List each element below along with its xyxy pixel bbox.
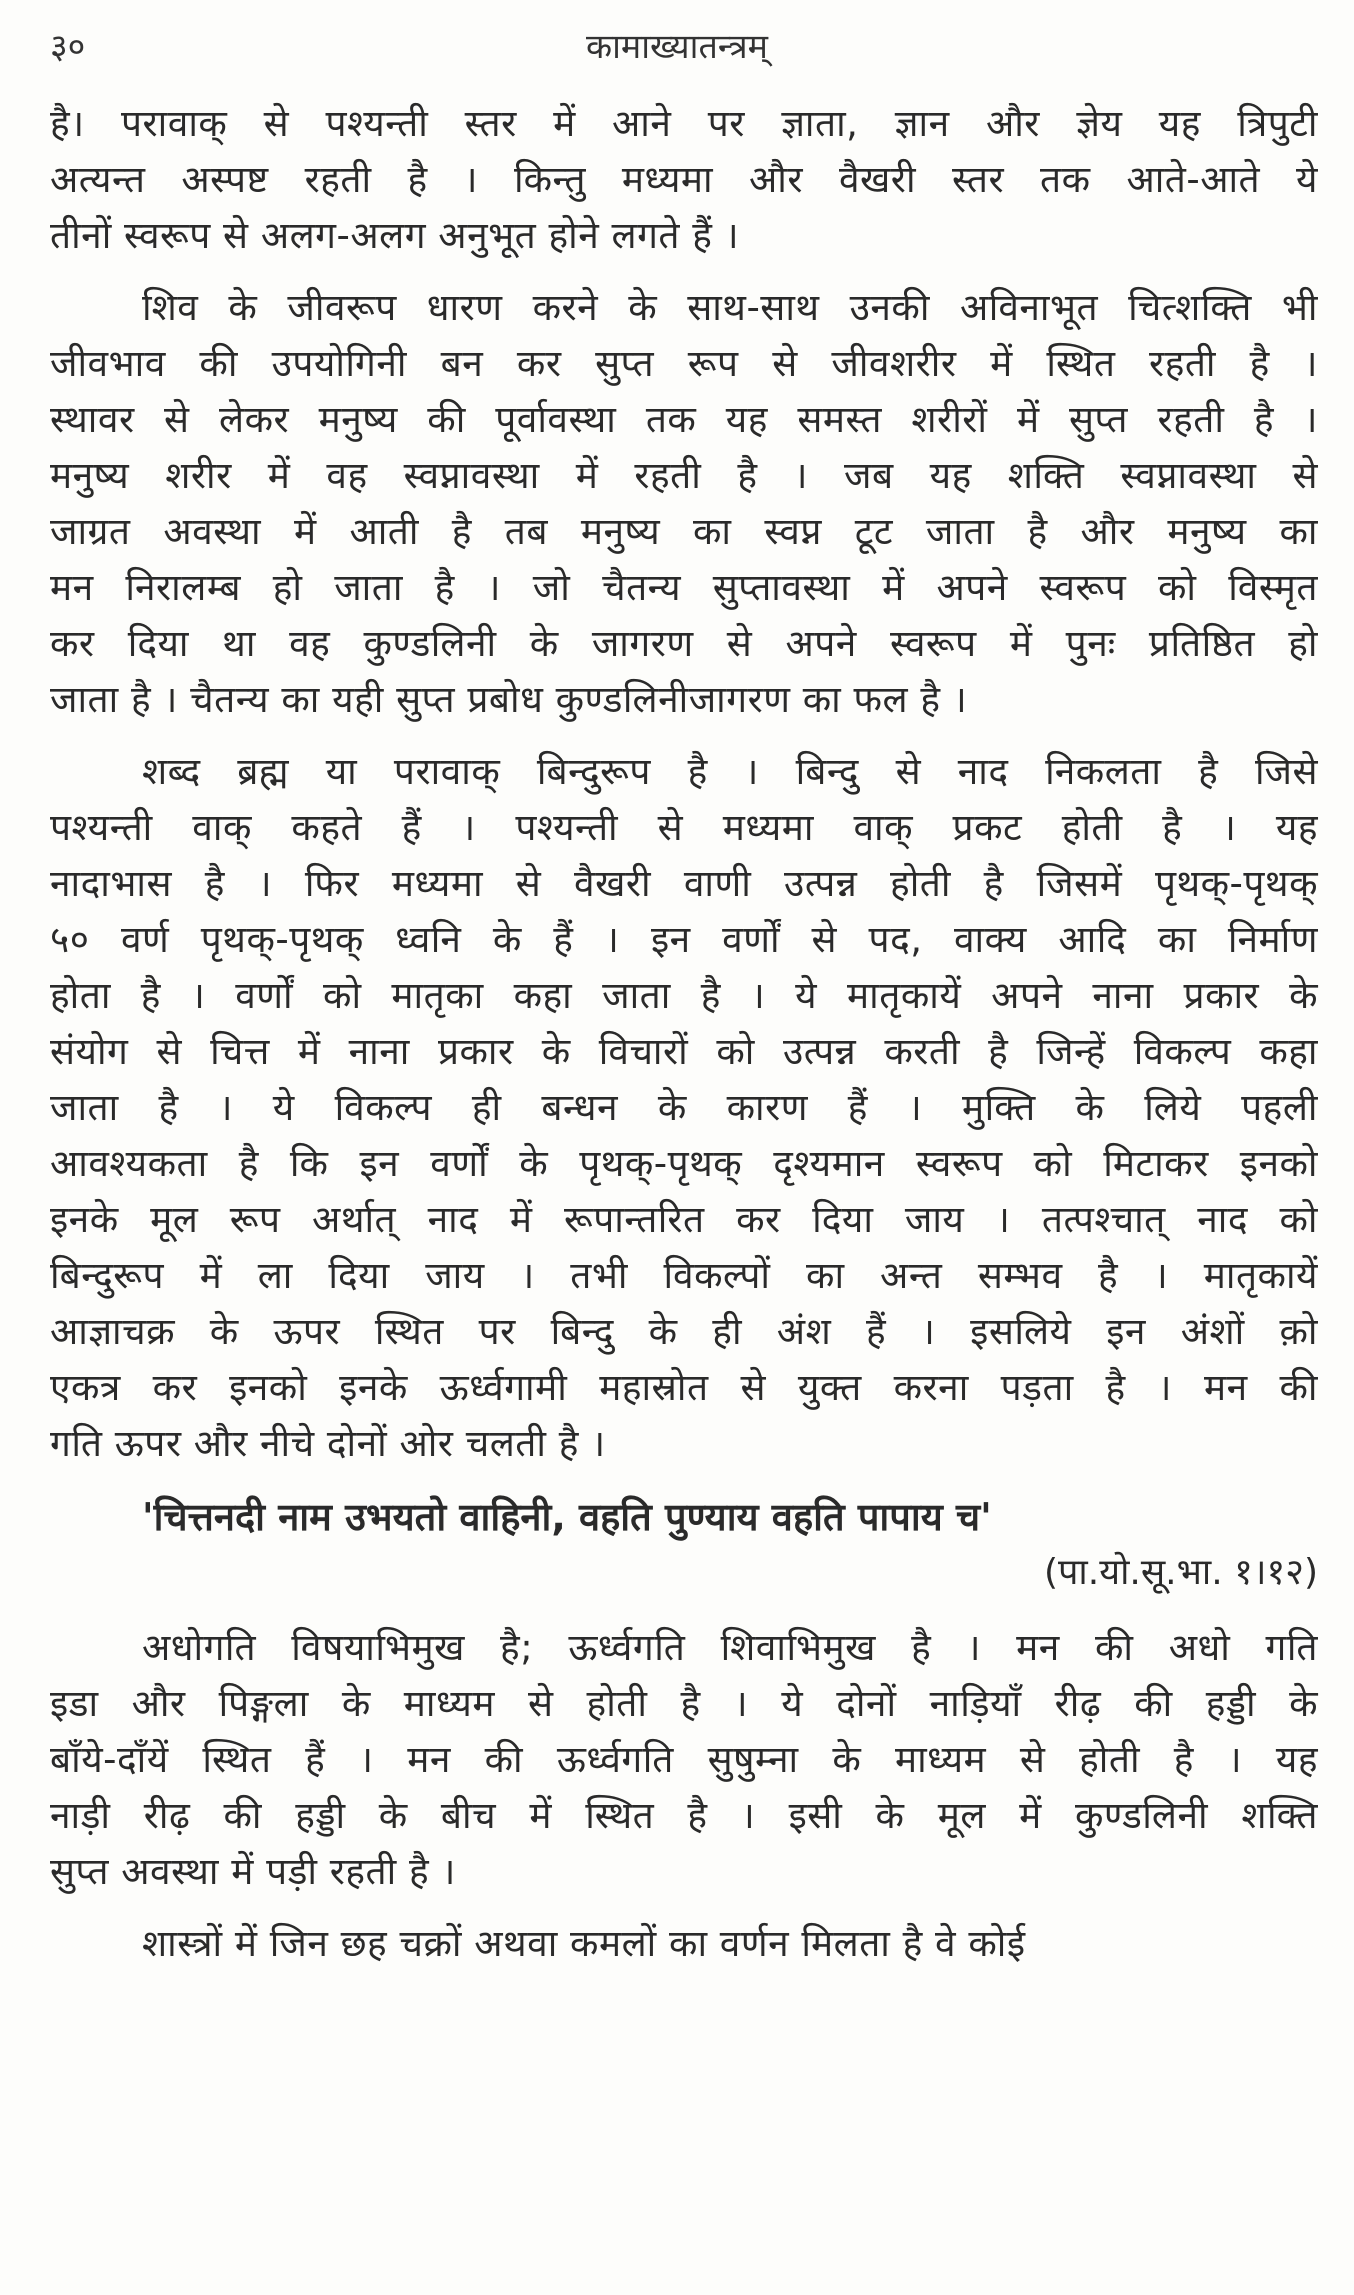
text-line: जाग्रत अवस्था में आती है तब मनुष्य का स्वप्न टूट जाता है और मनुष्य का xyxy=(50,510,1318,553)
paragraphs-after-quote xyxy=(50,1620,1318,1972)
text-line: जाता है । ये विकल्प ही बन्धन के कारण हैं । मुक्ति के लिये पहली xyxy=(50,1086,1318,1129)
running-title: कामाख्यातन्त्रम् xyxy=(585,27,768,67)
paragraph xyxy=(50,1916,1318,1972)
text-line: जीवभाव की उपयोगिनी बन कर सुप्त रूप से जीवशरीर में स्थित रहती है । xyxy=(50,342,1318,385)
text-line: ५० वर्ण पृथक्-पृथक् ध्वनि के हैं । इन वर्णों से पद, वाक्य आदि का निर्माण xyxy=(50,918,1318,961)
paragraph xyxy=(50,280,1318,728)
sanskrit-quote: 'चित्तनदी नाम उभयतो वाहिनी, वहति पुण्याय वहति पापाय च' xyxy=(142,1495,992,1539)
text-line: तीनों स्वरूप से अलग-अलग अनुभूत होने लगते हैं । xyxy=(50,214,740,257)
text-line: होता है । वर्णों को मातृका कहा जाता है । ये मातृकायें अपने नाना प्रकार के xyxy=(50,974,1318,1017)
text-line: आवश्यकता है कि इन वर्णों के पृथक्-पृथक् दृश्यमान स्वरूप को मिटाकर इनको xyxy=(50,1142,1318,1185)
text-line: सुप्त अवस्था में पड़ी रहती है । xyxy=(50,1850,456,1893)
page-number: ३० xyxy=(50,27,86,67)
text-line: शिव के जीवरूप धारण करने के साथ-साथ उनकी अविनाभूत चित्शक्ति भी xyxy=(142,286,1318,329)
text-line: इनके मूल रूप अर्थात् नाद में रूपान्तरित कर दिया जाय । तत्पश्चात् नाद को xyxy=(50,1198,1318,1241)
paragraph xyxy=(50,744,1318,1472)
text-line: मन निरालम्ब हो जाता है । जो चैतन्य सुप्तावस्था में अपने स्वरूप को विस्मृत xyxy=(50,566,1318,609)
text-line: आज्ञाचक्र के ऊपर स्थित पर बिन्दु के ही अंश हैं । इसलिये इन अंशों क़ो xyxy=(50,1310,1318,1353)
text-line: नाड़ी रीढ़ की हड्डी के बीच में स्थित है । इसी के मूल में कुण्डलिनी शक्ति xyxy=(50,1794,1318,1837)
text-line: बिन्दुरूप में ला दिया जाय । तभी विकल्पों का अन्त सम्भव है । मातृकायें xyxy=(50,1254,1318,1297)
text-line: गति ऊपर और नीचे दोनों ओर चलती है । xyxy=(50,1422,606,1465)
text-line: स्थावर से लेकर मनुष्य की पूर्वावस्था तक यह समस्त शरीरों में सुप्त रहती है । xyxy=(50,398,1318,441)
quote-citation: (पा.यो.सू.भा. १।१२) xyxy=(1043,1552,1318,1593)
text-line: अधोगति विषयाभिमुख है; ऊर्ध्वगति शिवाभिमुख है । मन की अधो गति xyxy=(142,1626,1318,1669)
text-line: बाँये-दाँयें स्थित हैं । मन की ऊर्ध्वगति सुषुम्ना के माध्यम से होती है । यह xyxy=(50,1738,1318,1781)
paragraph xyxy=(50,96,1318,264)
paragraph xyxy=(50,1620,1318,1900)
body-text xyxy=(50,96,1318,1988)
text-line: अत्यन्त अस्पष्ट रहती है । किन्तु मध्यमा और वैखरी स्तर तक आते-आते ये xyxy=(50,158,1318,201)
text-line: है। परावाक् से पश्यन्ती स्तर में आने पर ज्ञाता, ज्ञान और ज्ञेय यह त्रिपुटी xyxy=(50,102,1318,145)
text-line: पश्यन्ती वाक् कहते हैं । पश्यन्ती से मध्यमा वाक् प्रकट होती है । यह xyxy=(50,806,1318,849)
text-line: इडा और पिङ्गला के माध्यम से होती है । ये दोनों नाड़ियाँ रीढ़ की हड्डी के xyxy=(50,1682,1318,1725)
text-line: जाता है । चैतन्य का यही सुप्त प्रबोध कुण्डलिनीजागरण का फल है । xyxy=(50,678,968,721)
paragraphs-before-quote xyxy=(50,96,1318,1472)
text-line: शब्द ब्रह्म या परावाक् बिन्दुरूप है । बिन्दु से नाद निकलता है जिसे xyxy=(142,750,1318,793)
text-line: मनुष्य शरीर में वह स्वप्नावस्था में रहती है । जब यह शक्ति स्वप्नावस्था से xyxy=(50,454,1318,497)
text-line: संयोग से चित्त में नाना प्रकार के विचारों को उत्पन्न करती है जिन्हें विकल्प कहा xyxy=(50,1030,1318,1073)
text-line: एकत्र कर इनको इनके ऊर्ध्वगामी महास्रोत से युक्त करना पड़ता है । मन की xyxy=(50,1366,1318,1409)
page-header xyxy=(0,22,1354,82)
text-line: कर दिया था वह कुण्डलिनी के जागरण से अपने स्वरूप में पुनः प्रतिष्ठित हो xyxy=(50,622,1318,665)
text-line: शास्त्रों में जिन छह चक्रों अथवा कमलों का वर्णन मिलता है वे कोई xyxy=(142,1922,1026,1965)
text-line: नादाभास है । फिर मध्यमा से वैखरी वाणी उत्पन्न होती है जिसमें पृथक्-पृथक् xyxy=(50,862,1318,905)
